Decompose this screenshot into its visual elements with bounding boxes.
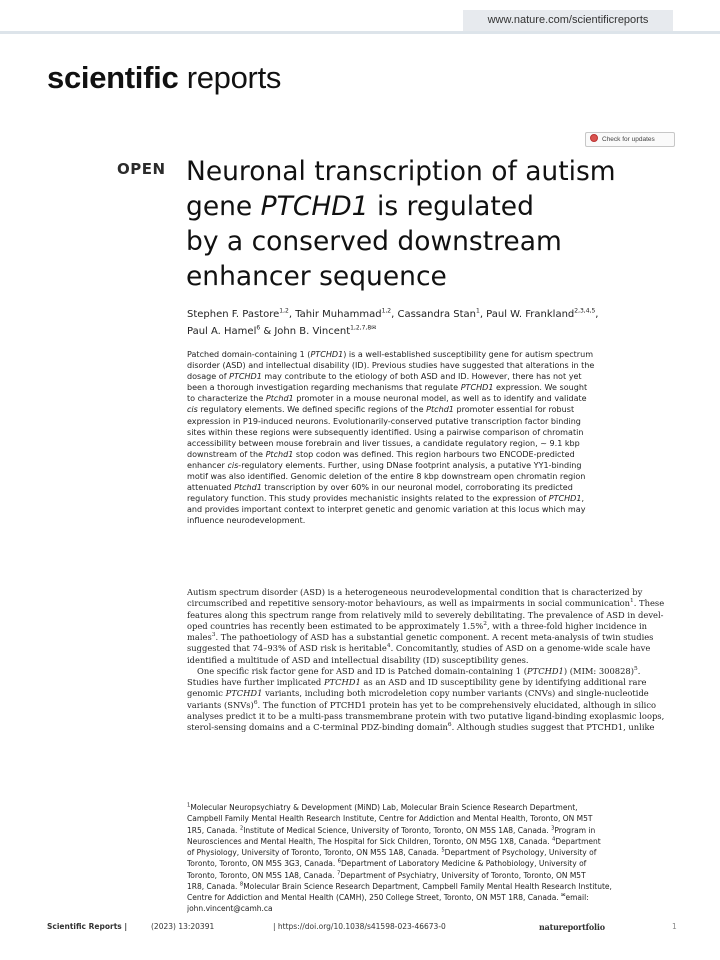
reference-marker: 1 [630, 598, 634, 605]
text-run: enhancer [187, 460, 228, 470]
text-run: One specific risk factor gene for ASD and ID is Patched domain-containing 1 ( [197, 665, 528, 676]
reference-marker: 6 [253, 699, 258, 706]
text-run: Centre for Addiction and Mental Health (CAMH), 250 College Street, Toronto, ON M5T 1R8, Canada. [187, 893, 562, 902]
author-separator: , [391, 309, 398, 320]
abstract [187, 349, 687, 527]
text-run: males [187, 632, 212, 642]
body-line [187, 677, 687, 688]
reference-marker: 3 [551, 825, 555, 831]
reference-marker: 4 [386, 643, 391, 650]
text-run: Neurosciences and Mental Health, The Hospital for Sick Children, Toronto, ON M5G 1X8, Canada. [187, 836, 552, 846]
author-name[interactable]: Stephen F. Pastore [187, 309, 280, 320]
journal-url[interactable]: www.nature.com/scientificreports [487, 14, 649, 26]
journal-logo-regular: reports [178, 60, 282, 95]
abstract-line [187, 371, 687, 382]
italic-term: PTCHD1 [229, 372, 262, 382]
author-name[interactable]: Paul A. Hamel [187, 326, 257, 337]
affiliation-line [187, 881, 687, 892]
affiliation-line [187, 847, 687, 858]
author-separator: , [288, 309, 296, 320]
update-check-icon [590, 134, 598, 142]
body-line [187, 587, 687, 598]
text-run: transcription by over 60% in our neuronal model, corroborating its predicted [261, 483, 573, 493]
text-run: . Although studies suggest that PTCHD1, unlike [451, 722, 655, 732]
text-run: genomic [187, 688, 226, 699]
text-run: Studies have further implicated [187, 677, 324, 687]
title-text: by a conserved downstream [186, 226, 562, 257]
body-line [187, 632, 687, 643]
body-line [187, 598, 687, 609]
text-run: Department [555, 836, 601, 846]
abstract-line [187, 416, 687, 427]
text-run: . The function of PTCHD1 protein has yet to be comprehensively elucidated, although in silico [257, 699, 657, 710]
text-run: , [581, 494, 585, 504]
text-run: Molecular Neuropsychiatry & Development (MiND) Lab, Molecular Brain Science Research Department, [190, 803, 578, 812]
abstract-line [187, 382, 687, 393]
title-text: is regulated [368, 191, 534, 222]
text-run: suggested that 74–93% of ASD risk is heritable [187, 643, 387, 654]
author-affiliation-marker: 6 [256, 324, 261, 332]
text-run: expression in P19-induced neurons. Evolutionarily-conserved putative transcription factor binding [187, 416, 581, 426]
text-run: influence neurodevelopment. [187, 516, 306, 526]
author-name[interactable]: John B. Vincent [274, 326, 351, 337]
text-run: john.vincent@camh.ca [187, 904, 273, 914]
text-run: attenuated [187, 483, 235, 493]
affiliation-line [187, 858, 687, 869]
author-separator: , [595, 309, 599, 320]
text-run: . These [633, 598, 665, 609]
text-run: oped countries has recently been estimated to be approximately 1.5% [187, 620, 484, 631]
text-run: regulatory function. This study provides mechanistic insights related to the expression of [187, 494, 549, 504]
text-run: variants, including both microdeletion copy number variants (CNVs) and single-nucleotide [262, 688, 649, 699]
italic-term: Ptchd1 [234, 483, 262, 493]
text-run: circumscribed and repetitive sensory-motor behaviours, as well as impairments in social communication [187, 598, 631, 609]
text-run: disorder (ASD) and intellectual disability (ID). Previous studies have suggested that alterations in the [187, 361, 595, 371]
body-line [187, 655, 687, 666]
body-line [187, 621, 687, 632]
author-line [187, 323, 687, 340]
article-title [186, 154, 686, 294]
abstract-line [187, 449, 687, 460]
abstract-line [187, 460, 687, 471]
italic-term: PTCHD1 [527, 665, 564, 676]
journal-logo-bold: scientific [47, 60, 179, 95]
text-run: Institute of Medical Science, University of Toronto, Toronto, ON M5S 1A8, Canada. [243, 825, 552, 835]
affiliation-line [187, 813, 687, 824]
open-access-label: OPEN [117, 160, 166, 178]
text-run: , with a three-fold higher incidence in [487, 620, 647, 631]
text-run: Department of Psychology, University of [444, 848, 597, 857]
affiliation-line [187, 903, 687, 914]
body-line [187, 700, 687, 711]
abstract-line [187, 504, 687, 515]
check-for-updates-label: Check for updates [602, 136, 655, 143]
reference-marker: 6 [447, 722, 452, 729]
affiliation-line [187, 802, 687, 813]
reference-marker: 1 [187, 802, 191, 809]
text-run: expression. We sought [493, 383, 588, 393]
abstract-line [187, 404, 687, 415]
text-run: may contribute to the etiology of both ASD and ID. However, there has not yet [261, 372, 582, 382]
body-line [187, 711, 687, 722]
author-separator: & [260, 326, 275, 337]
text-run: of Physiology, University of Toronto, Toronto, ON M5S 1A8, Canada. [187, 848, 442, 857]
text-run: . Concomitantly, studies of ASD on a genome-wide scale have [390, 643, 651, 654]
abstract-line [187, 393, 687, 404]
italic-term: PTCHD1 [225, 688, 263, 699]
text-run: 1R8, Canada. [187, 881, 240, 891]
italic-term: Ptchd1 [265, 449, 294, 459]
italic-term: cis [227, 460, 239, 470]
text-run: motif was also identified. Genomic deletion of the entire 8 kbp downstream open chromatin region [187, 472, 586, 482]
italic-term: PTCHD1 [310, 350, 344, 359]
reference-marker: 5 [633, 665, 638, 672]
header-rule [0, 31, 720, 34]
italic-term: cis [187, 405, 198, 415]
page-number: 1 [672, 922, 677, 931]
reference-marker: 6 [337, 858, 341, 865]
title-text: enhancer sequence [186, 261, 447, 292]
reference-marker: ✉ [561, 892, 566, 899]
abstract-line [187, 471, 687, 482]
text-run: as an ASD and ID susceptibility gene by identifying additional rare [360, 677, 647, 687]
author-name[interactable]: Paul W. Frankland [486, 309, 575, 320]
body-line [187, 722, 687, 733]
reference-marker: 3 [211, 632, 216, 639]
text-run: been a thorough investigation regarding mechanisms that regulate [187, 383, 461, 393]
text-run: sterol-sensing domains and a C-terminal PDZ-binding domain [187, 722, 448, 732]
abstract-line [187, 493, 687, 504]
author-affiliation-marker: 2,3,4,5 [574, 307, 596, 315]
body-line [187, 610, 687, 621]
text-run: Program in [554, 825, 596, 835]
reference-marker: 5 [441, 847, 445, 854]
author-separator: , [479, 309, 487, 320]
text-run: and provides important context to interpret genetic and genomic variation at this locus which may [187, 505, 586, 515]
text-run: Autism spectrum disorder (ASD) is a heterogeneous neurodevelopmental condition that is characterized by [187, 587, 643, 597]
title-text: gene [186, 191, 261, 222]
text-run: email: [565, 893, 589, 902]
title-line [186, 224, 686, 259]
text-run: variants (SNVs) [187, 699, 254, 710]
text-run: Patched domain-containing 1 ( [187, 350, 311, 359]
title-gene-name: PTCHD1 [260, 191, 369, 222]
abstract-line [187, 515, 687, 526]
journal-url-banner[interactable] [463, 10, 673, 31]
author-name[interactable]: Tahir Muhammad [295, 309, 382, 320]
check-for-updates-button[interactable] [585, 132, 675, 147]
author-list [187, 306, 687, 340]
text-run: Department of Laboratory Medicine & Pathobiology, University of [340, 859, 587, 869]
italic-term: Ptchd1 [426, 405, 454, 415]
title-line [186, 259, 686, 294]
reference-marker: 4 [551, 836, 556, 843]
reference-marker: 8 [239, 881, 244, 888]
body-line [187, 666, 687, 677]
footer-citation: (2023) 13:20391 [151, 922, 215, 931]
text-run: promoter essential for robust [453, 405, 575, 415]
abstract-line [187, 360, 687, 371]
abstract-line [187, 438, 687, 449]
footer-doi-link[interactable]: | https://doi.org/10.1038/s41598-023-46673-0 [273, 922, 446, 931]
text-run: -regulatory elements. Further, using DNase footprint analysis, a putative YY1-binding [238, 460, 582, 470]
text-run: downstream of the [187, 449, 266, 459]
text-run: dosage of [187, 372, 230, 382]
footer-publisher-logo: natureportfolio [539, 922, 605, 932]
text-run: . [637, 665, 641, 676]
introduction-body [187, 587, 687, 733]
italic-term: Ptchd1 [265, 394, 294, 404]
reference-marker: 2 [239, 825, 244, 831]
reference-marker: 2 [483, 620, 487, 627]
affiliation-line [187, 892, 687, 903]
affiliation-line [187, 870, 687, 881]
abstract-line [187, 349, 687, 360]
author-affiliation-marker: 1,2 [279, 307, 289, 315]
title-line [186, 154, 686, 189]
text-run: stop codon was defined. This region harbours two ENCODE-predicted [293, 449, 575, 459]
text-run: . The pathoetiology of ASD has a substantial genetic component. A recent meta-analysis of twin studies [215, 632, 654, 642]
text-run: sites within these regions were subsequently identified. Using a pairwise comparison of chromatin [187, 427, 584, 437]
abstract-line [187, 482, 687, 493]
text-run: Campbell Family Mental Health Research Institute, Centre for Addiction and Mental Health, Toronto, ON M5T [187, 814, 593, 824]
italic-term: PTCHD1 [323, 677, 361, 687]
title-line [186, 189, 686, 224]
text-run: analyses predict it to be a multi-pass transmembrane protein with two putative ligand-binding exoplasmic loops, [187, 710, 665, 721]
body-line [187, 688, 687, 699]
text-run: ) is a well-established susceptibility gene for autism spectrum [343, 350, 594, 359]
text-run: Department of Psychiatry, University of Toronto, Toronto, ON M5T [340, 870, 586, 880]
text-run: Toronto, Toronto, ON M5S 1A8, Canada. [187, 870, 337, 880]
journal-logo[interactable] [47, 60, 281, 96]
title-text: Neuronal transcription of autism [186, 156, 616, 187]
affiliation-line [187, 825, 687, 836]
italic-term: PTCHD1 [548, 494, 582, 504]
text-run: promoter in a mouse neuronal model, as well as to identify and validate [293, 394, 587, 404]
text-run: Molecular Brain Science Research Department, Campbell Family Mental Health Research Institute, [243, 881, 612, 891]
body-line [187, 643, 687, 654]
author-affiliation-marker: 1,2 [381, 307, 392, 315]
author-name[interactable]: Cassandra Stan [397, 309, 476, 320]
affiliations [187, 802, 687, 915]
text-run: regulatory elements. We defined specific regions of the [197, 405, 427, 415]
abstract-line [187, 427, 687, 438]
author-affiliation-marker: 1,2,7,8✉ [350, 324, 377, 332]
italic-term: PTCHD1 [460, 383, 494, 393]
reference-marker: 7 [336, 870, 341, 876]
text-run: features along this spectrum range from relatively mild to severely debilitating. The prevalence of ASD in devel- [187, 609, 664, 620]
text-run: ) (MIM: 300828) [563, 665, 634, 676]
text-run: accessibility between mouse forebrain and liver tissues, a candidate regulatory region, ~ 9.1 kbp [187, 438, 580, 448]
author-affiliation-marker: 1 [475, 307, 480, 315]
text-run: Toronto, Toronto, ON M5S 3G3, Canada. [187, 859, 338, 869]
text-run: identified a multitude of ASD and intellectual disability (ID) susceptibility genes. [187, 654, 529, 665]
affiliation-line [187, 836, 687, 847]
author-line [187, 306, 687, 323]
text-run: to characterize the [187, 394, 266, 404]
text-run: 1R5, Canada. [187, 825, 240, 835]
footer-journal: Scientific Reports | [47, 922, 128, 931]
